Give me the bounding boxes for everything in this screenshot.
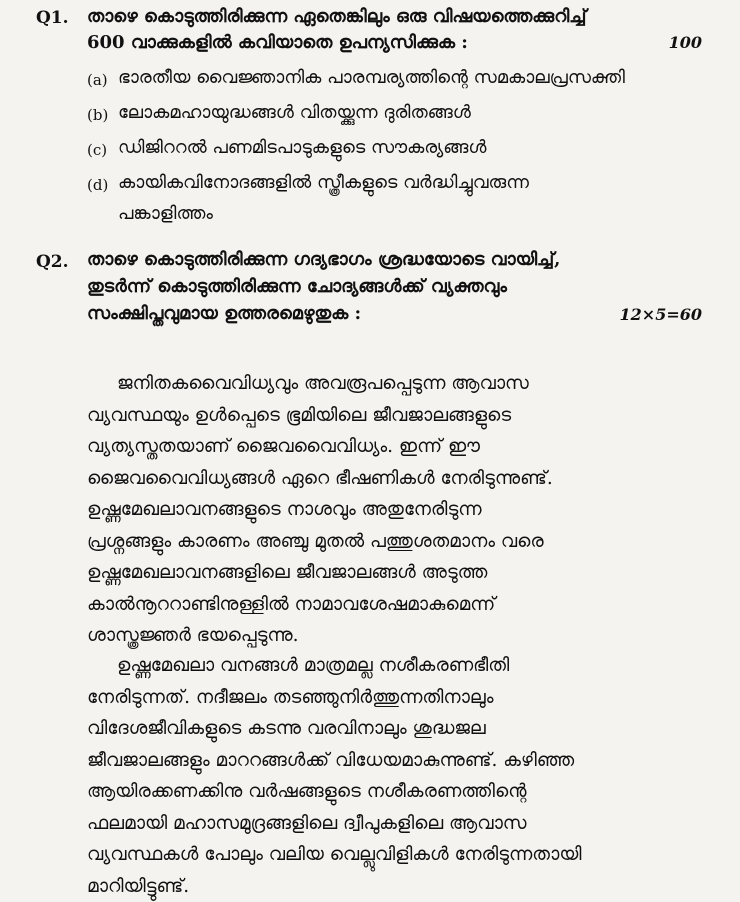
question-1-marks: 100 [668, 33, 702, 52]
passage-line: ഉഷ്ണമേഖലാ വനങ്ങൾ മാത്രമല്ല നശീകരണഭീതി [117, 655, 510, 676]
passage-paragraph-1 [87, 368, 647, 652]
passage-line: ശാസ്ത്രജ്ഞർ ഭയപ്പെടുന്നു. [87, 625, 299, 646]
option-d-text-line-1: കായികവിനോദങ്ങളിൽ സ്ത്രീകളുടെ വർദ്ധിച്ചുവരുന്ന [118, 172, 529, 193]
passage-line: ഉഷ്ണമേഖലാവനങ്ങളിലെ ജീവജാലങ്ങൾ അടുത്ത [87, 562, 488, 583]
question-2-line-3: സംക്ഷിപ്തവുമായ ഉത്തരമെഴുതുക : [87, 303, 362, 324]
passage-line: വ്യത്യസ്തതയാണ് ജൈവവൈവിധ്യം. ഇന്ന് ഈ [87, 436, 480, 457]
passage-line: കാൽനൂററാണ്ടിനുള്ളിൽ നാമാവശേഷമാകുമെന്ന് [87, 593, 496, 615]
passage-line: ആയിരക്കണക്കിനു വർഷങ്ങളുടെ നശീകരണത്തിന്റെ [87, 781, 527, 802]
option-b-text: ലോകമഹായുദ്ധങ്ങൾ വിതയ്ക്കുന്ന ദുരിതങ്ങൾ [118, 102, 471, 123]
passage-line: വ്യവസ്ഥയും ഉൾപ്പെടെ ഭൂമിയിലെ ജീവജാലങ്ങളുടെ [87, 404, 512, 426]
question-2-marks: 12×5=60 [619, 305, 702, 324]
question-1-line-1: താഴെ കൊടുത്തിരിക്കുന്ന ഏതെങ്കിലും ഒരു വിഷയത്തെക്കുറിച്ച് [87, 6, 587, 27]
option-a-letter: (a) [87, 71, 108, 89]
question-1-number: Q1. [36, 8, 69, 28]
passage-line: വിദേശജീവികളുടെ കടന്നു വരവിനാലും ശുദ്ധജല [87, 718, 486, 739]
option-c-letter: (c) [87, 141, 108, 159]
option-a-text: ഭാരതീയ വൈജ്ഞാനിക പാരമ്പര്യത്തിന്റെ സമകാലപ്രസക്തി [118, 67, 625, 88]
question-2-number: Q2. [36, 252, 69, 272]
passage-line: ജീവജാലങ്ങളും മാററങ്ങൾക്ക് വിധേയമാകുന്നുണ്ട്. കഴിഞ്ഞ [87, 749, 575, 771]
question-2-line-2: തുടർന്ന് കൊടുത്തിരിക്കുന്ന ചോദ്യങ്ങൾക്ക് വ്യക്തവും [87, 276, 507, 297]
passage-line: നേരിടുന്നത്. നദീജലം തടഞ്ഞുനിർത്തുന്നതിനാലും [87, 686, 494, 708]
question-1-line-2: 600 വാക്കുകളിൽ കവിയാതെ ഉപന്യസിക്കുക : [87, 32, 468, 53]
passage-line: മാറിയിട്ടുണ്ട്. [87, 875, 190, 897]
question-2-line-1: താഴെ കൊടുത്തിരിക്കുന്ന ഗദ്യഭാഗം ശ്രദ്ധയോടെ വായിച്ച്, [87, 249, 561, 270]
passage-line: ഫലമായി മഹാസമുദ്രങ്ങളിലെ ദ്വീപുകളിലെ ആവാസ [87, 812, 527, 834]
option-d-letter: (d) [87, 176, 109, 194]
option-c-text: ഡിജിററൽ പണമിടപാടുകളുടെ സൗകര്യങ്ങൾ [118, 137, 487, 158]
passage-line: പ്രശ്നങ്ങളും കാരണം അഞ്ചു മുതൽ പത്തുശതമാനം വരെ [87, 530, 544, 552]
passage-line: ഉഷ്ണമേഖലാവനങ്ങളുടെ നാശവും അതുനേരിടുന്ന [87, 499, 482, 520]
passage-line: ജനിതകവൈവിധ്യവും അവരൂപപ്പെടുന്ന ആവാസ [117, 373, 529, 394]
passage-line: ജൈവവൈവിധ്യങ്ങൾ ഏറെ ഭീഷണികൾ നേരിടുന്നുണ്ട്. [87, 467, 553, 489]
option-b-letter: (b) [87, 106, 109, 124]
option-d-text-line-2: പങ്കാളിത്തം [118, 203, 213, 224]
passage-line: വ്യവസ്ഥകൾ പോലും വലിയ വെല്ലുവിളികൾ നേരിടുന്നതായി [87, 844, 582, 865]
passage-paragraph-2 [87, 650, 647, 902]
